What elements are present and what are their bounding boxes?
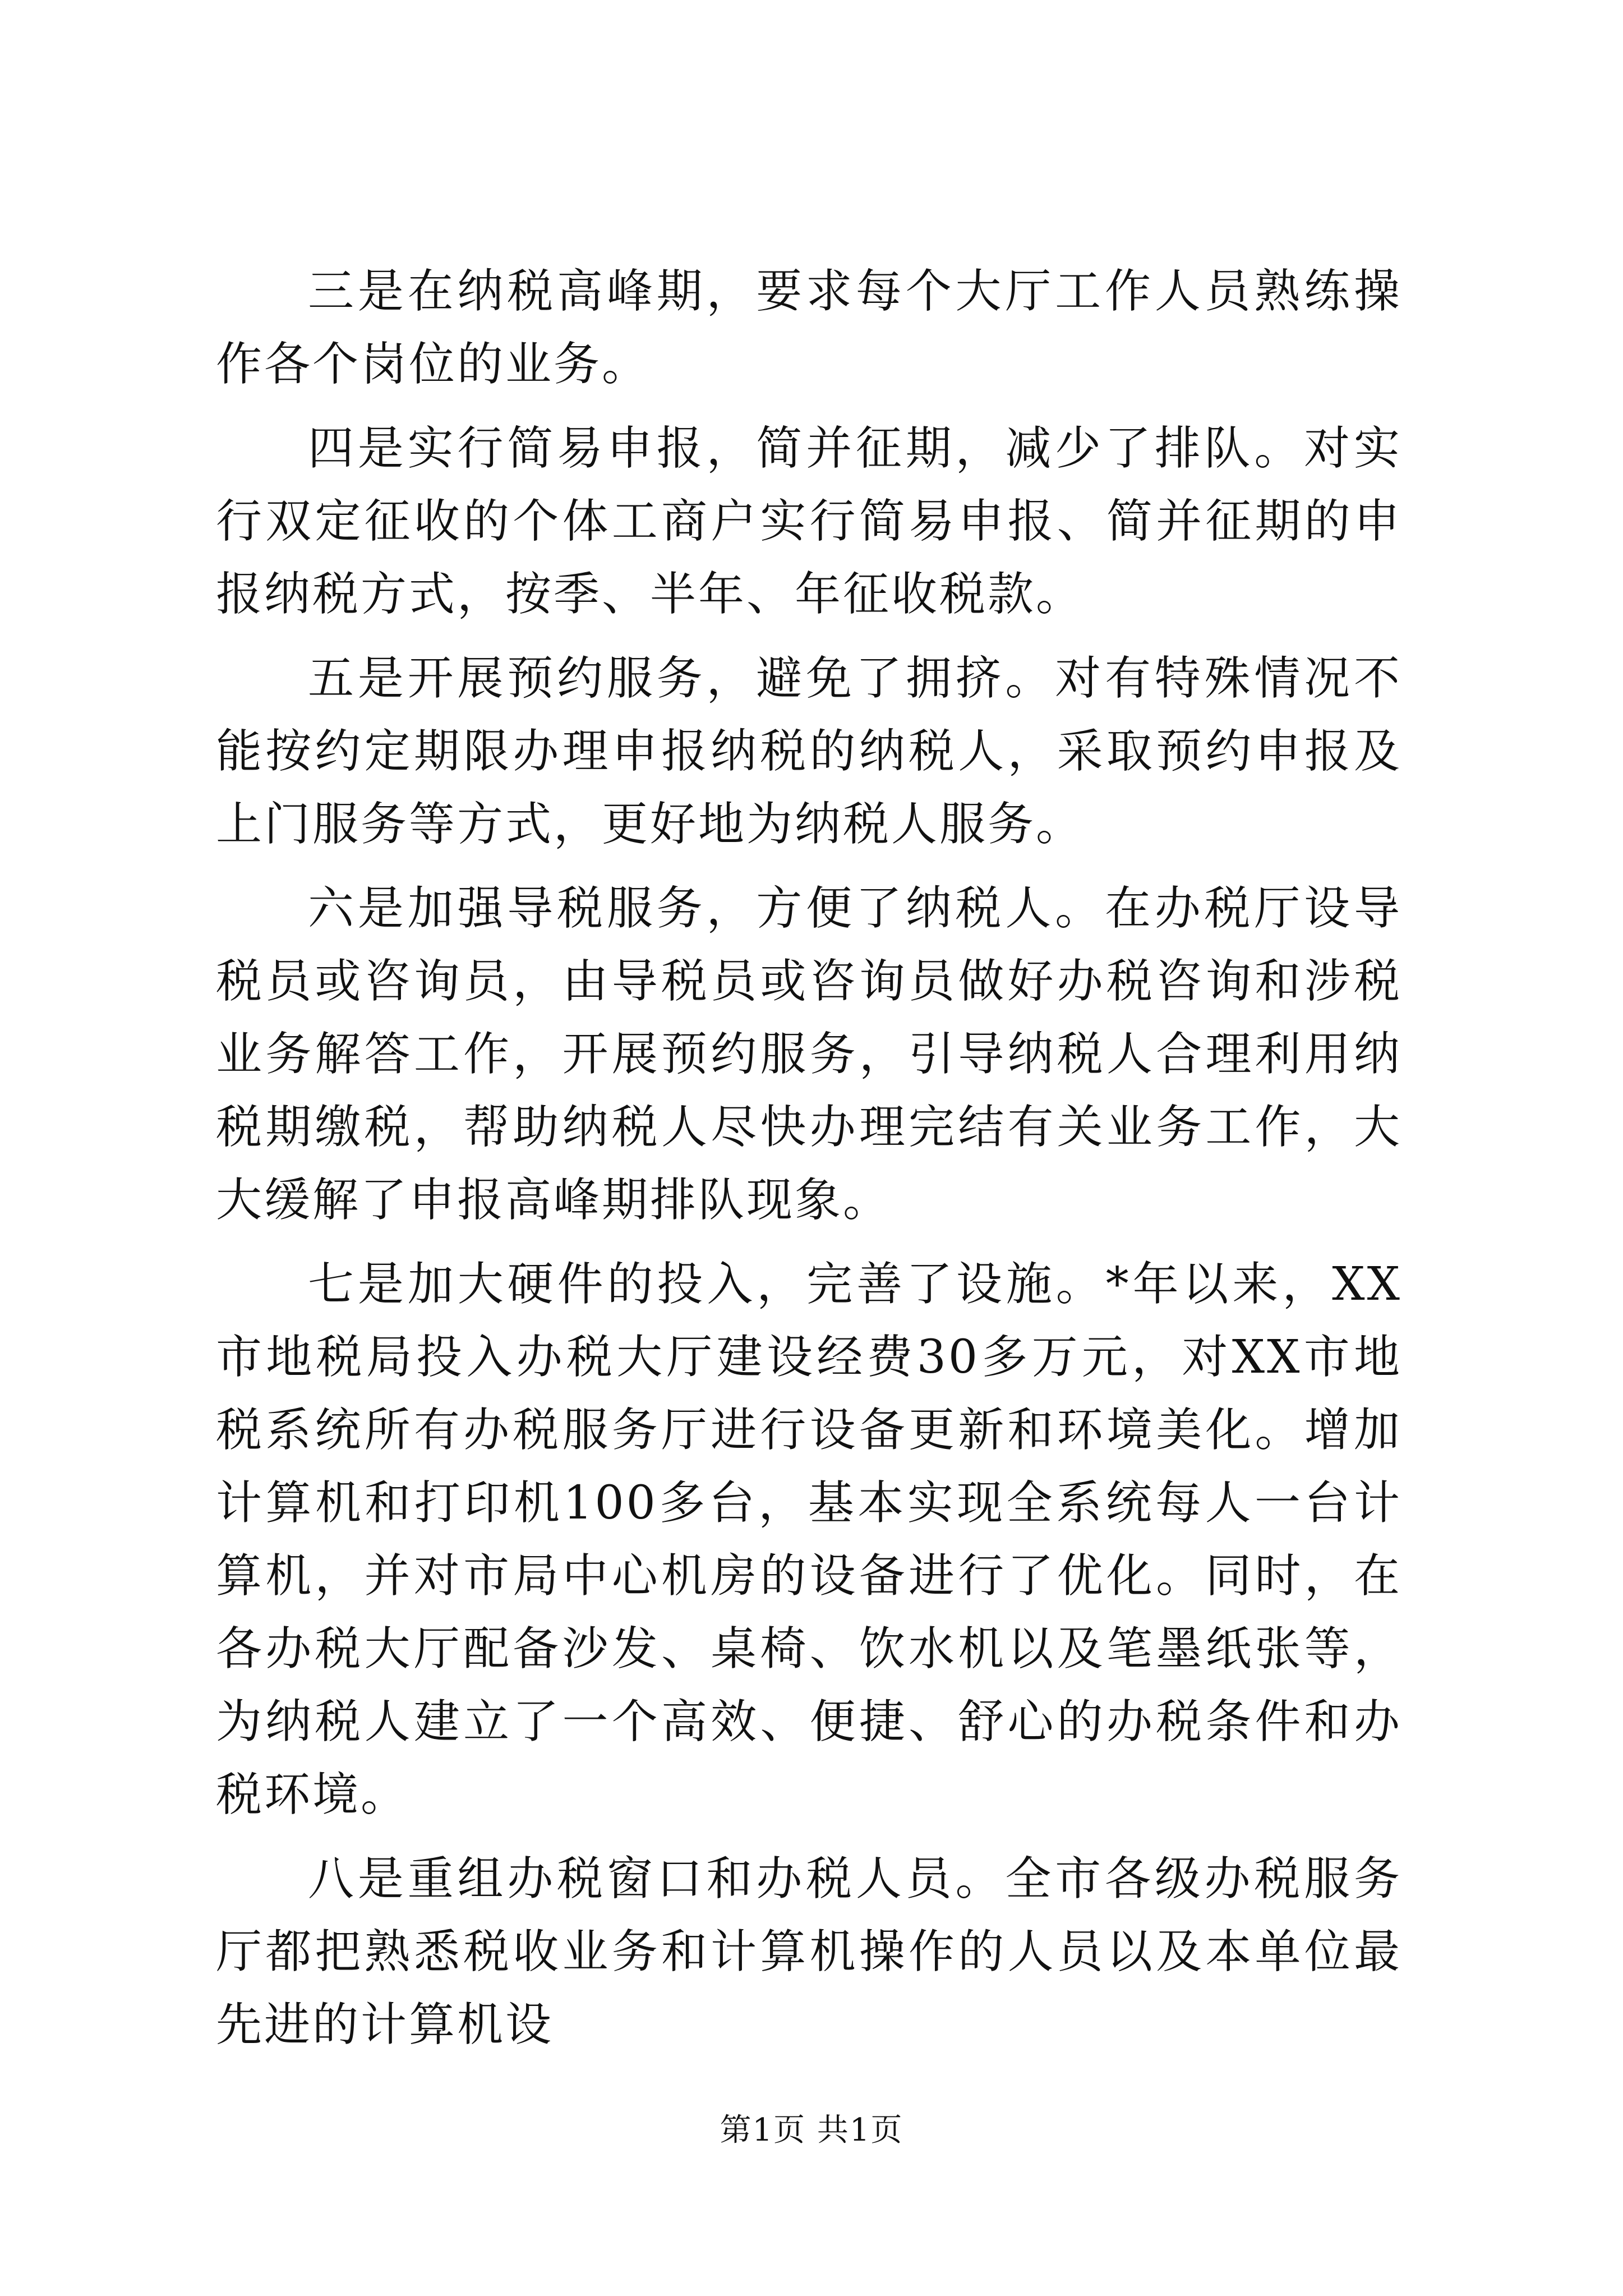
paragraph-five: 五是开展预约服务，避免了拥挤。对有特殊情况不能按约定期限办理申报纳税的纳税人，采取预约申报及上门服务等方式，更好地为纳税人服务。 xyxy=(216,652,1402,851)
paragraph-six: 六是加强导税服务，方便了纳税人。在办税厅设导税员或咨询员，由导税员或咨询员做好办税咨询和涉税业务解答工作，开展预约服务，引导纳税人合理利用纳税期缴税，帮助纳税人尽快办理完结有关业务工作，大大缓解了申报高峰期排队现象。 xyxy=(216,882,1402,1227)
page-footer xyxy=(0,2108,1623,2153)
paragraph-seven: 七是加大硬件的投入，完善了设施。*年以来，XX市地税局投入办税大厅建设经费30多万元，对XX市地税系统所有办税服务厅进行设备更新和环境美化。增加计算机和打印机100多台，基本实现全系统每人一台计算机，并对市局中心机房的设备进行了优化。同时，在各办税大厅配备沙发、桌椅、饮水机以及笔墨纸张等，为纳税人建立了一个高效、便捷、舒心的办税条件和办税环境。 xyxy=(216,1258,1402,1821)
paragraph-four: 四是实行简易申报，简并征期，减少了排队。对实行双定征收的个体工商户实行简易申报、简并征期的申报纳税方式，按季、半年、年征收税款。 xyxy=(216,422,1402,621)
paragraph-three: 三是在纳税高峰期，要求每个大厅工作人员熟练操作各个岗位的业务。 xyxy=(216,265,1402,391)
page-number-label: 第1页 共1页 xyxy=(720,2112,903,2148)
paragraph-eight: 八是重组办税窗口和办税人员。全市各级办税服务厅都把熟悉税收业务和计算机操作的人员以及本单位最先进的计算机设 xyxy=(216,1852,1402,2051)
document-body xyxy=(216,255,1402,2062)
